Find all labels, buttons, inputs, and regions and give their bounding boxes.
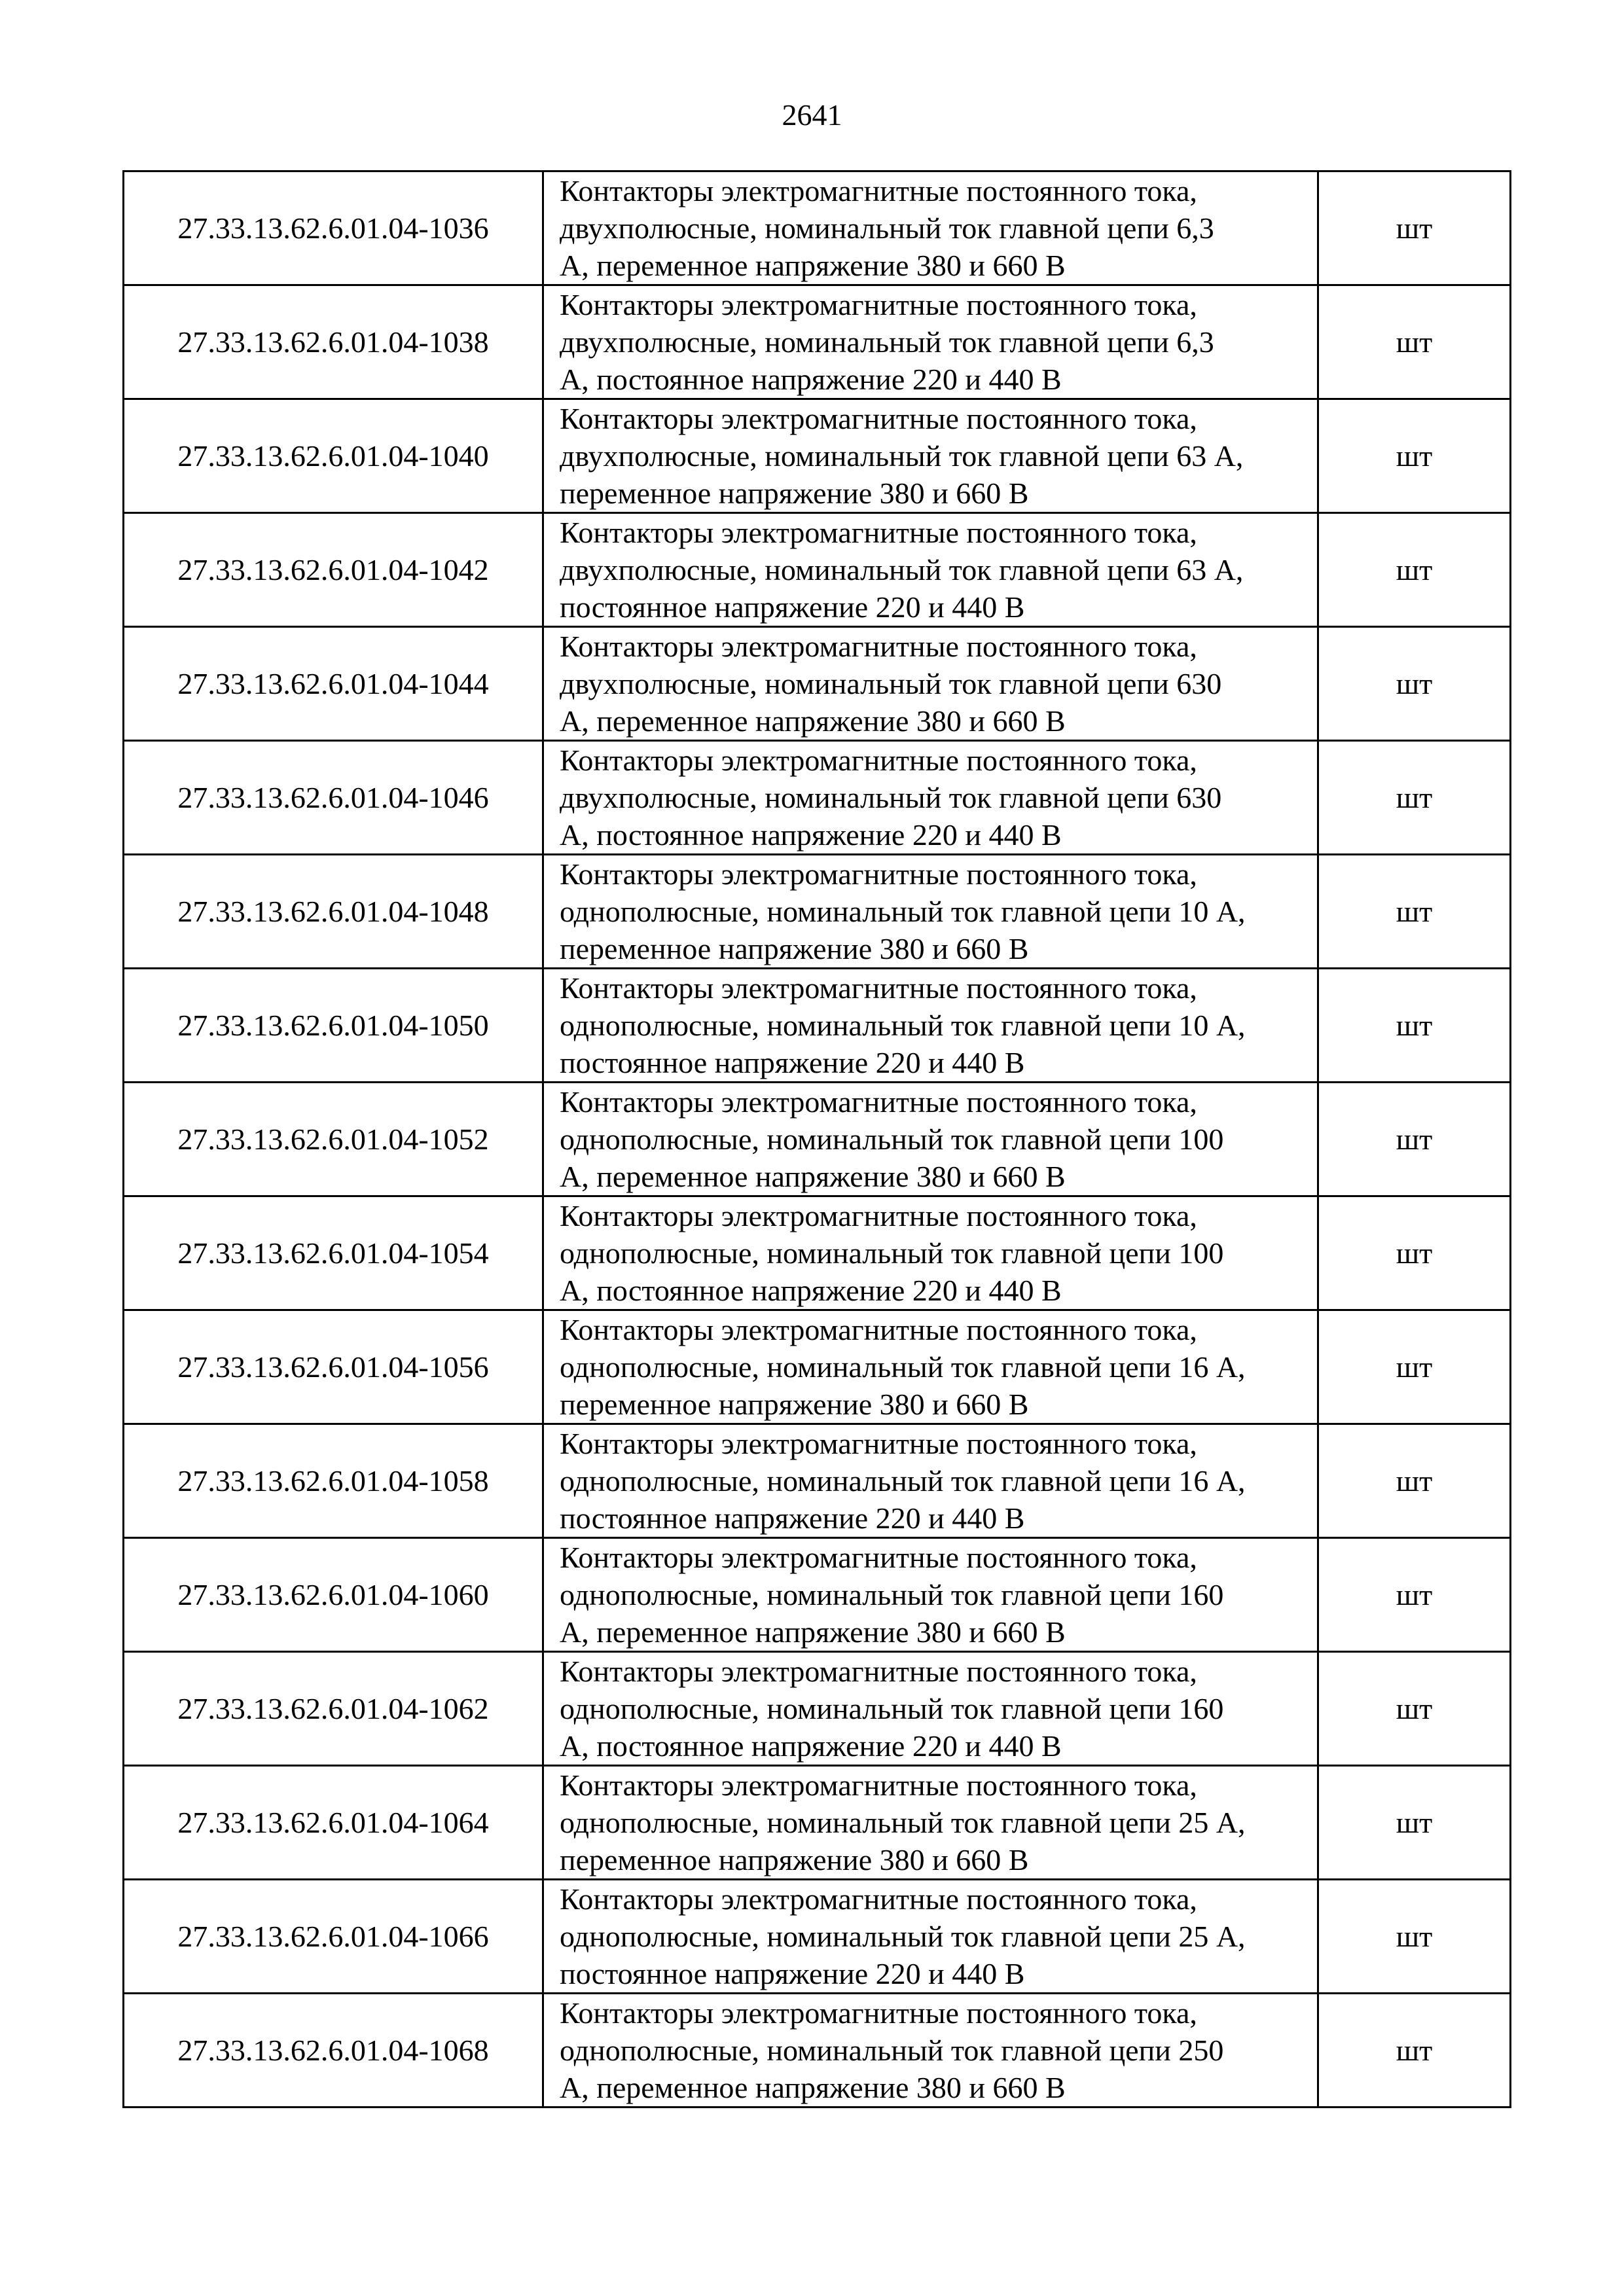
- item-description-cell: [543, 627, 1318, 741]
- description-line: А, постоянное напряжение 220 и 440 В: [560, 1729, 1062, 1763]
- unit-cell: шт: [1318, 1196, 1511, 1310]
- item-code-cell: 27.33.13.62.6.01.04-1068: [124, 1994, 543, 2108]
- description-line: двухполюсные, номинальный ток главной цепи 63 А,: [560, 553, 1244, 586]
- table-row: [124, 969, 1511, 1083]
- description-line: Контакторы электромагнитные постоянного тока,: [560, 1085, 1197, 1119]
- unit-cell: шт: [1318, 399, 1511, 513]
- item-description-cell: [543, 1994, 1318, 2108]
- description-line: однополюсные, номинальный ток главной цепи 160: [560, 1578, 1224, 1611]
- description-line: А, переменное напряжение 380 и 660 В: [560, 249, 1066, 282]
- unit-cell: шт: [1318, 741, 1511, 855]
- item-description-cell: [543, 741, 1318, 855]
- unit-cell: шт: [1318, 1310, 1511, 1424]
- unit-cell: шт: [1318, 513, 1511, 627]
- unit-cell: шт: [1318, 627, 1511, 741]
- unit-cell: шт: [1318, 171, 1511, 285]
- item-description-cell: [543, 1083, 1318, 1196]
- table-row: [124, 171, 1511, 285]
- description-line: Контакторы электромагнитные постоянного тока,: [560, 1313, 1197, 1346]
- item-description-cell: [543, 513, 1318, 627]
- unit-cell: шт: [1318, 1538, 1511, 1652]
- description-line: Контакторы электромагнитные постоянного тока,: [560, 1882, 1197, 1916]
- description-line: Контакторы электромагнитные постоянного тока,: [560, 630, 1197, 663]
- table-row: [124, 1196, 1511, 1310]
- table-row: [124, 1880, 1511, 1994]
- description-line: А, постоянное напряжение 220 и 440 В: [560, 818, 1062, 852]
- description-line: Контакторы электромагнитные постоянного тока,: [560, 516, 1197, 549]
- item-description-cell: [543, 855, 1318, 969]
- description-line: однополюсные, номинальный ток главной цепи 25 А,: [560, 1806, 1246, 1839]
- item-code-cell: 27.33.13.62.6.01.04-1066: [124, 1880, 543, 1994]
- description-line: однополюсные, номинальный ток главной цепи 250: [560, 2034, 1224, 2067]
- catalog-table-body: [124, 171, 1511, 2108]
- item-description-cell: [543, 969, 1318, 1083]
- description-line: постоянное напряжение 220 и 440 В: [560, 590, 1025, 624]
- unit-cell: шт: [1318, 969, 1511, 1083]
- unit-cell: шт: [1318, 1424, 1511, 1538]
- description-line: Контакторы электромагнитные постоянного тока,: [560, 1427, 1197, 1460]
- item-description-cell: [543, 285, 1318, 399]
- description-line: двухполюсные, номинальный ток главной цепи 6,3: [560, 325, 1214, 359]
- description-line: переменное напряжение 380 и 660 В: [560, 1388, 1029, 1421]
- item-code-cell: 27.33.13.62.6.01.04-1060: [124, 1538, 543, 1652]
- item-description-cell: [543, 1880, 1318, 1994]
- description-line: Контакторы электромагнитные постоянного тока,: [560, 744, 1197, 777]
- page-number: 2641: [782, 98, 842, 132]
- description-line: Контакторы электромагнитные постоянного тока,: [560, 857, 1197, 891]
- table-row: [124, 1310, 1511, 1424]
- description-line: Контакторы электромагнитные постоянного тока,: [560, 1541, 1197, 1574]
- table-row: [124, 513, 1511, 627]
- description-line: Контакторы электромагнитные постоянного тока,: [560, 971, 1197, 1005]
- table-row: [124, 855, 1511, 969]
- unit-cell: шт: [1318, 1652, 1511, 1766]
- table-row: [124, 1652, 1511, 1766]
- description-line: А, переменное напряжение 380 и 660 В: [560, 704, 1066, 738]
- table-row: [124, 1994, 1511, 2108]
- description-line: однополюсные, номинальный ток главной цепи 10 А,: [560, 1009, 1246, 1042]
- table-row: [124, 1424, 1511, 1538]
- unit-cell: шт: [1318, 1994, 1511, 2108]
- unit-cell: шт: [1318, 1766, 1511, 1880]
- item-description-cell: [543, 1196, 1318, 1310]
- description-line: Контакторы электромагнитные постоянного тока,: [560, 1655, 1197, 1688]
- description-line: переменное напряжение 380 и 660 В: [560, 932, 1029, 965]
- description-line: постоянное напряжение 220 и 440 В: [560, 1501, 1025, 1535]
- unit-cell: шт: [1318, 1880, 1511, 1994]
- description-line: однополюсные, номинальный ток главной цепи 16 А,: [560, 1464, 1246, 1498]
- item-code-cell: 27.33.13.62.6.01.04-1052: [124, 1083, 543, 1196]
- description-line: А, переменное напряжение 380 и 660 В: [560, 1615, 1066, 1649]
- item-description-cell: [543, 1310, 1318, 1424]
- item-description-cell: [543, 171, 1318, 285]
- table-row: [124, 399, 1511, 513]
- item-description-cell: [543, 1652, 1318, 1766]
- description-line: однополюсные, номинальный ток главной цепи 100: [560, 1122, 1224, 1156]
- description-line: А, постоянное напряжение 220 и 440 В: [560, 1274, 1062, 1307]
- item-description-cell: [543, 1766, 1318, 1880]
- catalog-table: [122, 170, 1511, 2108]
- description-line: Контакторы электромагнитные постоянного тока,: [560, 1768, 1197, 1802]
- description-line: переменное напряжение 380 и 660 В: [560, 476, 1029, 510]
- unit-cell: шт: [1318, 855, 1511, 969]
- description-line: постоянное напряжение 220 и 440 В: [560, 1046, 1025, 1079]
- table-row: [124, 1766, 1511, 1880]
- table-row: [124, 285, 1511, 399]
- description-line: Контакторы электромагнитные постоянного тока,: [560, 174, 1197, 207]
- item-description-cell: [543, 399, 1318, 513]
- description-line: переменное напряжение 380 и 660 В: [560, 1843, 1029, 1876]
- item-code-cell: 27.33.13.62.6.01.04-1056: [124, 1310, 543, 1424]
- description-line: однополюсные, номинальный ток главной цепи 25 А,: [560, 1920, 1246, 1953]
- description-line: однополюсные, номинальный ток главной цепи 10 А,: [560, 895, 1246, 928]
- description-line: однополюсные, номинальный ток главной цепи 160: [560, 1692, 1224, 1725]
- description-line: однополюсные, номинальный ток главной цепи 16 А,: [560, 1350, 1246, 1384]
- item-code-cell: 27.33.13.62.6.01.04-1064: [124, 1766, 543, 1880]
- item-code-cell: 27.33.13.62.6.01.04-1044: [124, 627, 543, 741]
- description-line: Контакторы электромагнитные постоянного тока,: [560, 288, 1197, 321]
- item-description-cell: [543, 1424, 1318, 1538]
- item-code-cell: 27.33.13.62.6.01.04-1050: [124, 969, 543, 1083]
- item-code-cell: 27.33.13.62.6.01.04-1036: [124, 171, 543, 285]
- item-code-cell: 27.33.13.62.6.01.04-1040: [124, 399, 543, 513]
- item-code-cell: 27.33.13.62.6.01.04-1058: [124, 1424, 543, 1538]
- table-row: [124, 741, 1511, 855]
- item-code-cell: 27.33.13.62.6.01.04-1048: [124, 855, 543, 969]
- item-code-cell: 27.33.13.62.6.01.04-1054: [124, 1196, 543, 1310]
- item-code-cell: 27.33.13.62.6.01.04-1038: [124, 285, 543, 399]
- description-line: постоянное напряжение 220 и 440 В: [560, 1957, 1025, 1990]
- description-line: А, переменное напряжение 380 и 660 В: [560, 2071, 1066, 2104]
- description-line: А, постоянное напряжение 220 и 440 В: [560, 363, 1062, 396]
- description-line: Контакторы электромагнитные постоянного тока,: [560, 1996, 1197, 2030]
- item-code-cell: 27.33.13.62.6.01.04-1062: [124, 1652, 543, 1766]
- table-row: [124, 1083, 1511, 1196]
- description-line: Контакторы электромагнитные постоянного тока,: [560, 402, 1197, 435]
- item-code-cell: 27.33.13.62.6.01.04-1046: [124, 741, 543, 855]
- unit-cell: шт: [1318, 1083, 1511, 1196]
- table-row: [124, 1538, 1511, 1652]
- item-description-cell: [543, 1538, 1318, 1652]
- description-line: двухполюсные, номинальный ток главной цепи 630: [560, 667, 1222, 700]
- description-line: А, переменное напряжение 380 и 660 В: [560, 1160, 1066, 1193]
- description-line: двухполюсные, номинальный ток главной цепи 630: [560, 781, 1222, 814]
- unit-cell: шт: [1318, 285, 1511, 399]
- description-line: двухполюсные, номинальный ток главной цепи 63 А,: [560, 439, 1244, 473]
- description-line: двухполюсные, номинальный ток главной цепи 6,3: [560, 211, 1214, 245]
- item-code-cell: 27.33.13.62.6.01.04-1042: [124, 513, 543, 627]
- description-line: Контакторы электромагнитные постоянного тока,: [560, 1199, 1197, 1232]
- table-row: [124, 627, 1511, 741]
- description-line: однополюсные, номинальный ток главной цепи 100: [560, 1236, 1224, 1270]
